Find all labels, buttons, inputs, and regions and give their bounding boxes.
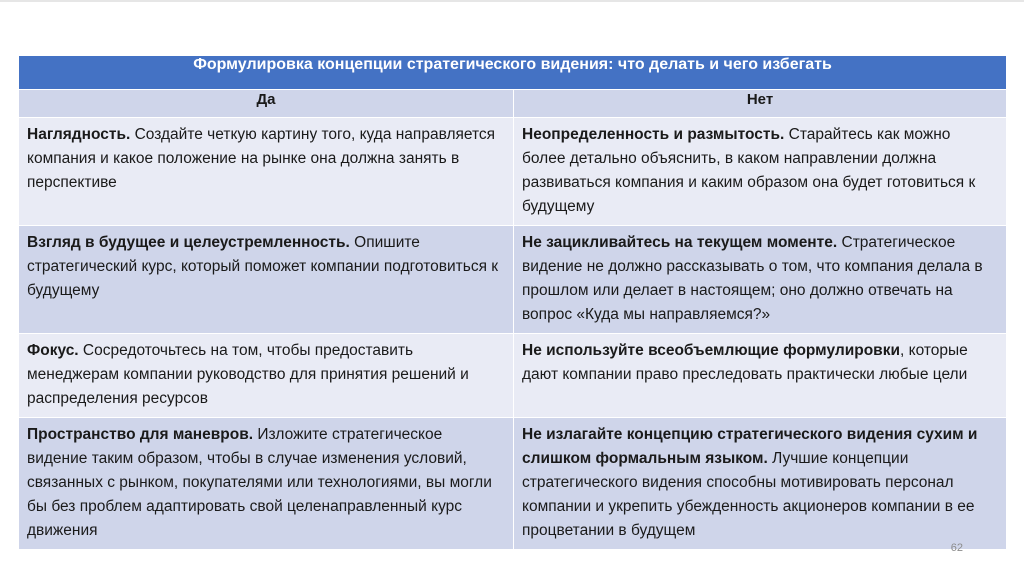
- dont-cell: [514, 118, 1007, 226]
- dont-heading: Неопределенность и размытость.: [522, 126, 785, 143]
- page-number: 62: [950, 542, 963, 554]
- column-header-no: Нет: [514, 90, 1007, 118]
- do-heading: Фокус.: [27, 342, 79, 359]
- table-row: [19, 226, 1007, 334]
- table-row: [19, 418, 1007, 550]
- dont-text: Стратегическое видение не должно рассказывать о том, что компания делала в прошлом или делает в настоящем; оно должно отвечать на вопрос «Куда мы направляемся?»: [522, 234, 983, 323]
- dont-text: , которые дают компании право преследовать практически любые цели: [522, 342, 968, 383]
- do-cell: [19, 118, 514, 226]
- table-row: [19, 118, 1007, 226]
- dont-cell: [514, 334, 1007, 418]
- do-heading: Пространство для маневров.: [27, 426, 254, 443]
- do-text: Создайте четкую картину того, куда направляется компания и какое положение на рынке она должна занять в перспективе: [27, 126, 496, 191]
- do-heading: Взгляд в будущее и целеустремленность.: [27, 234, 350, 251]
- dont-text: Лучшие концепции стратегического видения способны мотивировать персонал компании и укрепить убежденность акционеров компании в ее процветании в будущем: [522, 450, 975, 539]
- dont-cell: [514, 226, 1007, 334]
- do-text: Сосредоточьтесь на том, чтобы предоставить менеджерам компании руководство для принятия решений и распределения ресурсов: [27, 342, 469, 407]
- dont-heading: Не излагайте концепцию стратегического видения сухим и слишком формальным языком.: [522, 426, 978, 467]
- do-dont-table: [18, 55, 1007, 550]
- dont-text: Старайтесь как можно более детально объяснить, в каком направлении должна развиваться компания и каким образом она будет готовиться к будущему: [522, 126, 976, 215]
- column-header-yes: Да: [19, 90, 514, 118]
- table-title: Формулировка концепции стратегического видения: что делать и чего избегать: [19, 56, 1007, 90]
- top-divider: [0, 0, 1024, 2]
- table-row: [19, 334, 1007, 418]
- dont-cell: [514, 418, 1007, 550]
- do-text: Изложите стратегическое видение таким образом, чтобы в случае изменения условий, связанных с рынком, покупателями или технологиями, вы могли бы без проблем адаптировать свой целенаправленный курс движения: [27, 426, 492, 539]
- do-cell: [19, 418, 514, 550]
- do-text: Опишите стратегический курс, который поможет компании подготовиться к будущему: [27, 234, 499, 299]
- do-cell: [19, 226, 514, 334]
- dont-heading: Не зацикливайтесь на текущем моменте.: [522, 234, 838, 251]
- do-cell: [19, 334, 514, 418]
- dont-heading: Не используйте всеобъемлющие формулировки: [522, 342, 900, 359]
- do-heading: Наглядность.: [27, 126, 131, 143]
